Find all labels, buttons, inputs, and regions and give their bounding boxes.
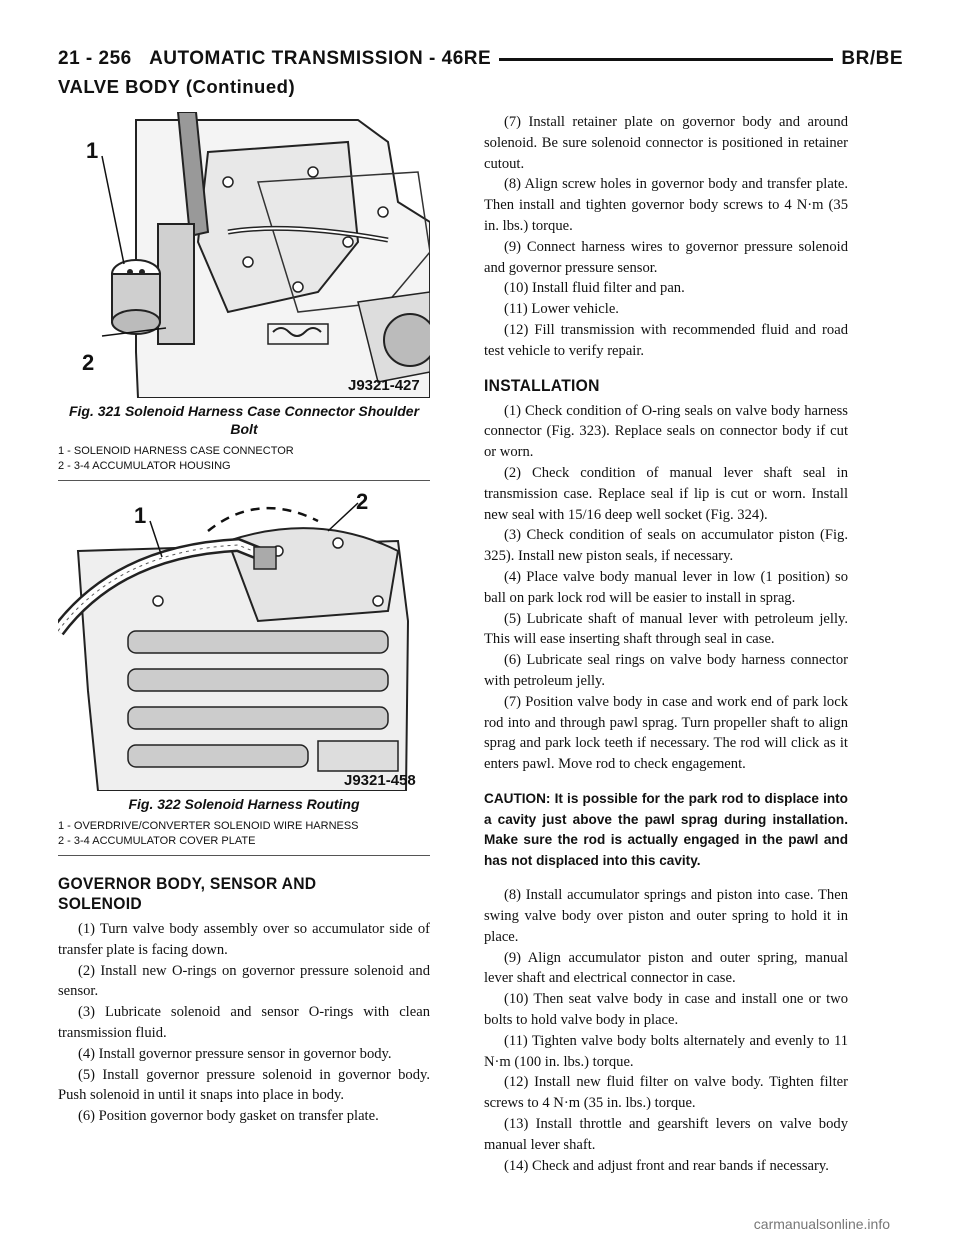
art-code: J9321-427 <box>348 377 420 394</box>
callout-2: 2 <box>356 491 369 514</box>
procedure-step: (11) Lower vehicle. <box>504 301 619 318</box>
legend-item: 1 - SOLENOID HARNESS CASE CONNECTOR <box>58 445 294 457</box>
figure-321-legend <box>58 444 430 481</box>
legend-item: 1 - OVERDRIVE/CONVERTER SOLENOID WIRE HARNESS <box>58 820 359 832</box>
procedure-step: (7) Position valve body in case and work end of park lock rod into and through pawl sprag. Turn propeller shaft to align sprag and park lock teeth if necessary. The rod will click as it enters pawl. Move rod to check engagement. <box>484 693 848 773</box>
procedure-step: (6) Lubricate seal rings on valve body harness connector with petroleum jelly. <box>484 652 848 689</box>
art-code: J9321-458 <box>344 772 416 789</box>
figure-322-illustration <box>58 491 430 791</box>
figure-322 <box>58 491 430 856</box>
callout-1: 1 <box>86 138 99 163</box>
figure-322-caption: Fig. 322 Solenoid Harness Routing <box>128 796 360 812</box>
right-column <box>484 112 848 1176</box>
procedure-step: (5) Lubricate shaft of manual lever with petroleum jelly. This will ease inserting shaft through seal in case. <box>484 610 848 648</box>
figure-321 <box>58 112 430 481</box>
procedure-step: (2) Install new O-rings on governor pressure solenoid and sensor. <box>58 962 430 1000</box>
procedure-step: (14) Check and adjust front and rear bands if necessary. <box>504 1157 829 1174</box>
watermark: carmanualsonline.info <box>753 1216 890 1232</box>
procedure-step: (4) Install governor pressure sensor in governor body. <box>78 1045 392 1062</box>
procedure-step: (13) Install throttle and gearshift levers on valve body manual lever shaft. <box>484 1116 848 1153</box>
header-left <box>58 46 499 72</box>
legend-item: 2 - 3-4 ACCUMULATOR COVER PLATE <box>58 835 256 847</box>
procedure-step: (8) Install accumulator springs and piston into case. Then swing valve body over piston and outer spring to hold it in place. <box>484 887 848 945</box>
left-column <box>58 112 430 1127</box>
chapter-title: AUTOMATIC TRANSMISSION - 46RE <box>149 48 492 69</box>
figure-321-caption: Fig. 321 Solenoid Harness Case Connector Shoulder Bolt <box>68 403 420 437</box>
caution-notice: CAUTION: It is possible for the park rod to displace into a cavity just above the pawl sprag during installation. Make sure the rod is actually engaged in the pawl and has not displaced into this cavity. <box>484 790 848 868</box>
procedure-step: (10) Install fluid filter and pan. <box>504 280 685 297</box>
procedure-step: (11) Tighten valve body bolts alternately and evenly to 11 N·m (100 in. lbs.) torque. <box>484 1032 848 1070</box>
legend-item: 2 - 3-4 ACCUMULATOR HOUSING <box>58 460 231 472</box>
procedure-step: (3) Lubricate solenoid and sensor O-rings with clean transmission fluid. <box>58 1004 430 1041</box>
page-header <box>58 46 903 80</box>
procedure-step: (9) Connect harness wires to governor pressure solenoid and governor pressure sensor. <box>484 238 848 276</box>
procedure-step: (1) Turn valve body assembly over so accumulator side of transfer plate is facing down. <box>58 921 430 958</box>
procedure-step: (7) Install retainer plate on governor body and around solenoid. Be sure solenoid connector is positioned in retainer cutout. <box>484 114 848 172</box>
procedure-step: (6) Position governor body gasket on transfer plate. <box>78 1108 379 1125</box>
callout-2: 2 <box>82 350 95 375</box>
procedure-step: (5) Install governor pressure solenoid in governor body. Push solenoid in until it snaps into place in body. <box>58 1066 430 1104</box>
procedure-step: (1) Check condition of O-ring seals on valve body harness connector (Fig. 323). Replace seals on connector body if cut or worn. <box>484 402 848 461</box>
section-title: VALVE BODY (Continued) <box>58 76 296 97</box>
model-code: BR/BE <box>833 46 903 72</box>
page-reference: 21 - 256 <box>58 48 132 69</box>
procedure-step: (10) Then seat valve body in case and install one or two bolts to hold valve body in place. <box>484 991 848 1029</box>
procedure-step: (12) Install new fluid filter on valve body. Tighten filter screws to 4 N·m (35 in. lbs.) torque. <box>484 1074 848 1112</box>
figure-321-illustration <box>58 112 430 398</box>
governor-section-title: GOVERNOR BODY, SENSOR AND SOLENOID <box>58 874 317 913</box>
procedure-step: (3) Check condition of seals on accumulator piston (Fig. 325). Install new piston seals, if necessary. <box>484 527 848 565</box>
procedure-step: (2) Check condition of manual lever shaft seal in transmission case. Replace seal if lip is cut or worn. Install new seal with 15/16 deep well socket (Fig. 324). <box>484 464 848 523</box>
callout-1: 1 <box>134 503 147 528</box>
figure-322-legend <box>58 819 430 856</box>
procedure-step: (9) Align accumulator piston and outer spring, manual lever shaft and electrical connector in case. <box>484 949 848 987</box>
procedure-step: (12) Fill transmission with recommended fluid and road test vehicle to verify repair. <box>484 321 848 359</box>
installation-section-title: INSTALLATION <box>484 375 600 395</box>
procedure-step: (8) Align screw holes in governor body and transfer plate. Then install and tighten governor body screws to 4 N·m (35 in. lbs.) torque. <box>484 176 848 234</box>
procedure-step: (4) Place valve body manual lever in low (1 position) so ball on park lock rod will be easier to install in sprag. <box>484 568 848 606</box>
